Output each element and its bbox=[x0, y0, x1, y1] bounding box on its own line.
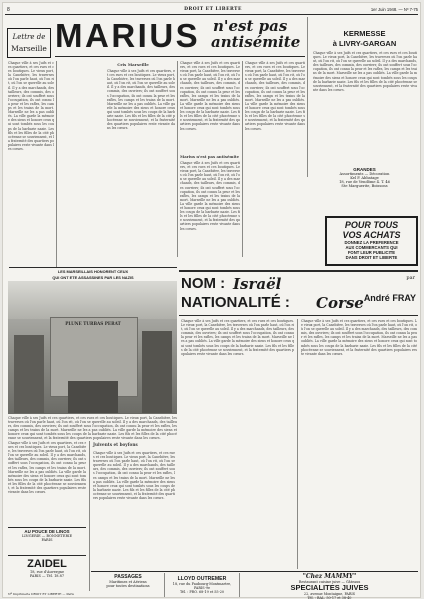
article-column-3: Chaque ville à ses Juifs et ces quartiers, et ces rues et ces boutiques. Le vieux port, la Canebière, les traverses où l'on parle haut, où l'on rit, où l'on se querelle au soleil. Il y a des marchands, des tailleurs, des commis, des ouvriers; ils ont souffert sous l'occupation, ils ont connu la peur et les rafles, les camps et les trains de la mort. Marseille ne les a pas oubliés. La ville garde la mémoire des siens et honore ceux qui sont tombés sous les coups de la barbarie nazie. Les fils et les filles de la cité phocéenne se souviennent, et la fraternité des quartiers populaires reste vivante dans les cœurs. bbox=[180, 61, 240, 131]
mammy-line1: Restaurant cuisine juive — Gâteaux bbox=[298, 580, 361, 584]
section-head-marius: Marius n'est pas antisémite bbox=[180, 154, 240, 159]
mammy-speciality: SPECIALITES JUIVES bbox=[290, 583, 369, 592]
grands-line1: Assortiments — Décoration bbox=[339, 172, 390, 176]
pour-tous-line5: FONT LEUR PUBLICITE bbox=[347, 250, 396, 255]
grands-line4: Ste Marguerite, Boissons bbox=[341, 184, 388, 188]
pouce-line1: LINGERIE — BONNETERIE bbox=[21, 534, 73, 538]
headline-rule bbox=[55, 56, 305, 57]
ad-divider-1 bbox=[164, 573, 165, 597]
memorial-photo bbox=[8, 281, 177, 414]
col-divider-2 bbox=[177, 61, 178, 257]
nom-top-rule bbox=[179, 270, 418, 272]
article-lower-1: Chaque ville à ses Juifs et ces quartiers, et ces rues et ces boutiques. Le vieux port, la Canebière, les traverses où l'on parle haut, où l'on rit, où l'on se querelle au soleil. Il y a des marchands, des tailleurs, des commis, des ouvriers; ils ont souffert sous l'occupation, ils ont connu la peur et les rafles, les camps et les trains de la mort. Marseille ne les a pas oubliés. La ville garde la mémoire des siens et honore ceux qui sont tombés sous les coups de la barbarie nazie. Les fils et les filles de la cité phocéenne se souviennent, et la fraternité des quartiers populaires reste vivante dans les cœurs. bbox=[8, 441, 86, 495]
lettre-line1: Lettre de bbox=[12, 33, 46, 41]
article-lower-2: Chaque ville à ses Juifs et ces quartiers, et ces rues et ces boutiques. Le vieux port, la Canebière, les traverses où l'on parle haut, où l'on rit, où l'on se querelle au soleil. Il y a des marchands, des tailleurs, des commis, des ouvriers; ils ont souffert sous l'occupation, ils ont connu la peur et les rafles, les camps et les trains de la mort. Marseille ne les a pas oubliés. La ville garde la mémoire des siens et honore ceux qui sont tombés sous les coups de la barbarie nazie. Les fils et les filles de la cité phocéenne se souviennent, et la fraternité des quartiers populaires reste vivante dans les cœurs. bbox=[93, 451, 175, 501]
zaidel-ad bbox=[8, 558, 86, 578]
nom-article-col-1: Chaque ville à ses Juifs et ces quartiers, et ces rues et ces boutiques. Le vieux port, la Canebière, les traverses où l'on parle haut, où l'on rit, où l'on se querelle au soleil. Il y a des marchands, des tailleurs, des commis, des ouvriers; ils ont souffert sous l'occupation, ils ont connu la peur et les rafles, les camps et les trains de la mort. Marseille ne les a pas oubliés. La ville garde la mémoire des siens et honore ceux qui sont tombés sous les coups de la barbarie nazie. Les fils et les filles de la cité phocéenne se souviennent, et la fraternité des quartiers populaires reste vivante dans les cœurs. bbox=[181, 319, 295, 356]
pour-tous-line3: DONNEZ LA PREFERENCE bbox=[344, 240, 399, 245]
nom-article-col-2: Chaque ville à ses Juifs et ces quartiers, et ces rues et ces boutiques. Le vieux port, la Canebière, les traverses où l'on parle haut, où l'on rit, où l'on se querelle au soleil. Il y a des marchands, des tailleurs, des commis, des ouvriers; ils ont souffert sous l'occupation, ils ont connu la peur et les rafles, les camps et les trains de la mort. Marseille ne les a pas oubliés. La ville garde la mémoire des siens et honore ceux qui sont tombés sous les coups de la barbarie nazie. Les fils et les filles de la cité phocéenne se souviennent, et la fraternité des quartiers populaires reste vivante dans les cœurs. bbox=[301, 319, 417, 356]
lloyd-line1: 18, rue du Faubourg-Montmartre, PARIS-9e bbox=[172, 582, 232, 590]
col-divider bbox=[56, 61, 57, 267]
ads-top-rule bbox=[91, 571, 418, 572]
pour-tous-line6: DANS DROIT ET LIBERTE bbox=[345, 255, 398, 260]
lloyd-name: LLOYD OUTREMER bbox=[177, 576, 227, 582]
header-rule bbox=[5, 14, 418, 15]
photo-caption: Chaque ville à ses Juifs et ces quartiers, et ces rues et ces boutiques. Le vieux port, la Canebière, les traverses où l'on parle haut, où l'on rit, où l'on se querelle au soleil. Il y a des marchands, des tailleurs, des commis, des ouvriers; ils ont souffert sous l'occupation, ils ont connu la peur et les rafles, les camps et les trains de la mort. Marseille ne les a pas oubliés. La ville garde la mémoire des siens et honore ceux qui sont tombés sous les coups de la barbarie nazie. Les fils et les filles de la cité phocéenne se souviennent, et la fraternité des quartiers populaires reste vivante dans les cœurs. bbox=[8, 416, 177, 441]
newspaper-name: DROIT ET LIBERTE bbox=[184, 7, 242, 12]
pour-tous-line4: AUX COMMERCANTS QUI bbox=[345, 245, 398, 250]
lettre-line2: Marseille bbox=[11, 44, 47, 53]
passages-ad bbox=[93, 574, 163, 588]
pouce-line2: PARIS bbox=[41, 538, 53, 542]
section-head-juivents: Juivents et boyfons bbox=[93, 442, 138, 447]
marseille-subhead: Cris Marseille bbox=[117, 62, 149, 67]
pour-tous-ad bbox=[325, 216, 418, 266]
nom-col-divider bbox=[297, 319, 298, 569]
pour-tous-line1: POUR TOUS bbox=[344, 220, 399, 230]
zaidel-line1: 18, rue d'Auvergne bbox=[29, 570, 65, 574]
footer: Nº Imprimerie DROIT ET LIBERTE — Paris bbox=[8, 592, 74, 596]
mammy-address: 22, avenue Montaigne, PARIS bbox=[303, 592, 356, 596]
caption-rule bbox=[9, 267, 177, 268]
headline-main: MARIUS bbox=[55, 17, 201, 54]
kermesse-title: KERMESSE bbox=[343, 29, 386, 38]
byline-author: André FRAY bbox=[363, 293, 416, 303]
pouce-title: AU POUCE DE LINOS bbox=[24, 529, 70, 534]
zaidel-line2: PARIS — Tél. 18.87 bbox=[29, 574, 65, 578]
monument-inscription: PLUNE TURBAS PERAT bbox=[65, 321, 121, 326]
photo-wreath bbox=[68, 381, 118, 413]
zaidel-name: ZAIDEL bbox=[27, 558, 67, 570]
col-divider-3 bbox=[242, 61, 243, 257]
mammy-name: "Chez MAMMY" bbox=[302, 573, 357, 580]
passages-line2: pour toutes destinations bbox=[106, 584, 150, 588]
pour-tous-line2: VOS ACHATS bbox=[342, 230, 401, 240]
grands-title: GRANDES bbox=[353, 167, 376, 172]
ad-divider-2 bbox=[239, 573, 240, 597]
kermesse-subtitle: à LIVRY-GARGAN bbox=[332, 39, 397, 48]
article-column-2: Chaque ville à ses Juifs et ces quartiers, et ces rues et ces boutiques. Le vieux port, la Canebière, les traverses où l'on parle haut, où l'on rit, où l'on se querelle au soleil. Il y a des marchands, des tailleurs, des commis, des ouvriers; ils ont souffert sous l'occupation, ils ont connu la peur et les rafles, les camps et les trains de la mort. Marseille ne les a pas oubliés. La ville garde la mémoire des siens et honore ceux qui sont tombés sous les coups de la barbarie nazie. Les fils et les filles de la cité phocéenne se souviennent, et la fraternité des quartiers populaires reste vivante dans les cœurs. bbox=[107, 69, 175, 131]
grands-line2: Kel F. Abbatage bbox=[350, 176, 379, 180]
mammy-ad bbox=[241, 573, 418, 600]
victims-caption-2: QUI ONT ETE ASSASSINES PAR LES NAZIS bbox=[52, 275, 134, 280]
nom-label: NOM : bbox=[181, 275, 226, 292]
kermesse-divider bbox=[307, 17, 308, 177]
victims-caption-1: LES MARSEILLAIS HONORENT CEUX bbox=[57, 269, 129, 274]
kermesse-body: Chaque ville à ses Juifs et ces quartiers, et ces rues et ces boutiques. Le vieux port, la Canebière, les traverses où l'on parle haut, où l'on rit, où l'on se querelle au soleil. Il y a des marchands, des tailleurs, des commis, des ouvriers; ils ont souffert sous l'occupation, ils ont connu la peur et les rafles, les camps et les trains de la mort. Marseille ne les a pas oubliés. La ville garde la mémoire des siens et honore ceux qui sont tombés sous les coups de la barbarie nazie. Les fils et les filles de la cité phocéenne se souviennent, et la fraternité des quartiers populaires reste vivante dans les cœurs. bbox=[313, 51, 417, 92]
nom-bottom-rule bbox=[179, 315, 418, 316]
lloyd-ad bbox=[167, 576, 237, 594]
lloyd-line2: Tél. : PRO. 68-19 et 55-20 bbox=[179, 590, 225, 594]
passages-title: PASSAGES bbox=[114, 574, 142, 580]
mammy-line2: Tél. : BAL. 50-17 et 38-40 bbox=[307, 596, 352, 600]
zaidel-rule bbox=[8, 555, 86, 556]
photo-sky bbox=[8, 281, 177, 319]
photo-figure-right bbox=[142, 331, 172, 413]
nationalite-value: Corse bbox=[316, 294, 364, 312]
page-sheet bbox=[2, 2, 421, 598]
nationalite-label: NATIONALITÉ : bbox=[181, 294, 290, 311]
nom-value: Israël bbox=[233, 275, 282, 293]
grands-line3: 18, rue de Vendôme 4. T. 46 bbox=[339, 180, 390, 184]
article-column-1: Chaque ville à ses Juifs et ces quartiers, et ces rues et ces boutiques. Le vieux port, la Canebière, les traverses où l'on parle haut, où l'on rit, où l'on se querelle au soleil. Il y a des marchands, des tailleurs, des commis, des ouvriers; ils ont souffert sous l'occupation, ils ont connu la peur et les rafles, les camps et les trains de la mort. Marseille ne les a pas oubliés. La ville garde la mémoire des siens et honore ceux qui sont tombés sous les coups de la barbarie nazie. Les fils et les filles de la cité phocéenne se souviennent, et la fraternité des quartiers populaires reste vivante dans les cœurs. bbox=[8, 61, 55, 151]
photo-figure-left bbox=[14, 335, 44, 413]
headline-sub1: n'est pas bbox=[213, 17, 288, 35]
col-divider-lower bbox=[89, 441, 90, 591]
lettre-box bbox=[7, 28, 51, 58]
article-column-4: Chaque ville à ses Juifs et ces quartiers, et ces rues et ces boutiques. Le vieux port, la Canebière, les traverses où l'on parle haut, où l'on rit, où l'on se querelle au soleil. Il y a des marchands, des tailleurs, des commis, des ouvriers; ils ont souffert sous l'occupation, ils ont connu la peur et les rafles, les camps et les trains de la mort. Marseille ne les a pas oubliés. La ville garde la mémoire des siens et honore ceux qui sont tombés sous les coups de la barbarie nazie. Les fils et les filles de la cité phocéenne se souviennent, et la fraternité des quartiers populaires reste vivante dans les cœurs. bbox=[245, 61, 305, 131]
grands-ad bbox=[311, 167, 418, 188]
pouce-ad bbox=[8, 529, 86, 542]
pouce-rule bbox=[8, 527, 86, 528]
headline-sub2: antisémite bbox=[211, 33, 301, 51]
page-number: 8 bbox=[7, 7, 10, 13]
article-column-3b: Chaque ville à ses Juifs et ces quartiers, et ces rues et ces boutiques. Le vieux port, la Canebière, les traverses où l'on parle haut, où l'on rit, où l'on se querelle au soleil. Il y a des marchands, des tailleurs, des commis, des ouvriers; ils ont souffert sous l'occupation, ils ont connu la peur et les rafles, les camps et les trains de la mort. Marseille ne les a pas oubliés. La ville garde la mémoire des siens et honore ceux qui sont tombés sous les coups de la barbarie nazie. Les fils et les filles de la cité phocéenne se souviennent, et la fraternité des quartiers populaires reste vivante dans les cœurs. bbox=[180, 161, 240, 231]
byline-par: par bbox=[406, 275, 415, 281]
issue-date: 1er Juin 1948. — Nº 7-75 bbox=[370, 7, 418, 12]
passages-line1: Maritimes et Aériens bbox=[109, 580, 147, 584]
